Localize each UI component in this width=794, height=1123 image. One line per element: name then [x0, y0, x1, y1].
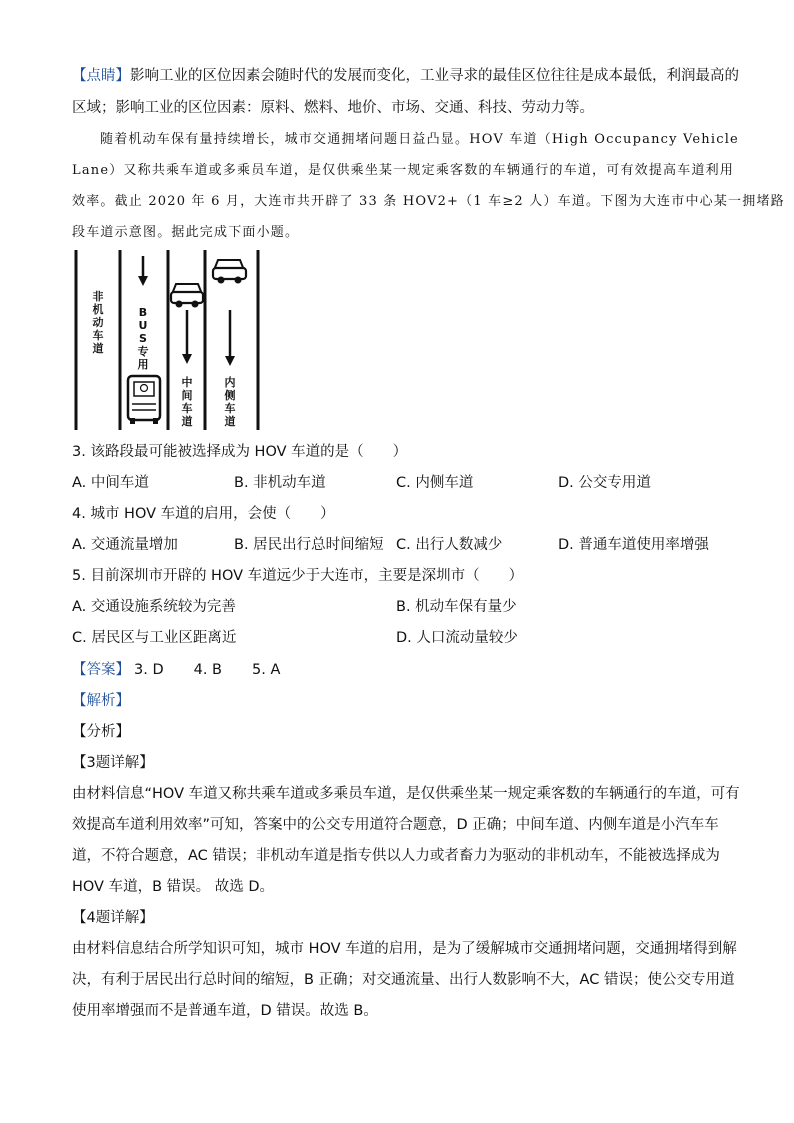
q3-option-d: D. 公交专用道: [558, 475, 651, 491]
q4-option-d: D. 普通车道使用率增强: [558, 537, 709, 553]
q4-detail-line-1: 由材料信息结合所学知识可知，城市 HOV 车道的启用，是为了缓解城市交通拥堵问题，交通拥堵得到解: [72, 941, 737, 957]
question-3-stem: 3. 该路段最可能被选择成为 HOV 车道的是（ ）: [72, 444, 408, 460]
q4-option-b: B. 居民出行总时间缩短: [234, 537, 384, 553]
q5-option-b: B. 机动车保有量少: [396, 599, 517, 615]
q4-detail-tag: 【4题详解】: [72, 910, 154, 926]
q3-detail-line-1: 由材料信息“HOV 车道又称共乘车道或多乘员车道，是仅供乘坐某一规定乘客数的车辆通行的车道，可有: [72, 786, 740, 802]
lane-label-nonmotor: 非机动车道: [92, 290, 104, 355]
q4-detail-line-2: 决，有利于居民出行总时间的缩短，B 正确；对交通流量、出行人数影响不大，AC 错误；使公交专用道: [72, 972, 735, 988]
lane-label-middle: 中间车道: [181, 376, 193, 428]
material-line-2: Lane）又称共乘车道或多乘员车道，是仅供乘坐某一规定乘客数的车辆通行的车道，可有效提高车道利用: [72, 163, 735, 178]
answer-line: [72, 660, 280, 680]
bus-icon: [128, 376, 160, 424]
inner-lane-car-icon: [213, 260, 246, 284]
q5-option-a: A. 交通设施系统较为完善: [72, 599, 236, 615]
answer-tag: 【答案】: [72, 662, 130, 678]
q3-option-b: B. 非机动车道: [234, 475, 326, 491]
q3-detail-tag: 【3题详解】: [72, 755, 154, 771]
answer-3: 3. D: [134, 662, 164, 678]
question-4-stem: 4. 城市 HOV 车道的启用，会使（ ）: [72, 506, 335, 522]
jiexi-tag: 【解析】: [72, 693, 130, 709]
q5-option-c: C. 居民区与工业区距离近: [72, 630, 237, 646]
q4-detail-line-3: 使用率增强而不是普通车道，D 错误。故选 B。: [72, 1003, 378, 1019]
q5-option-d: D. 人口流动量较少: [396, 630, 518, 646]
lane-diagram: [72, 248, 272, 432]
material-line-3: 效率。截止 2020 年 6 月，大连市共开辟了 33 条 HOV2+（1 车≥2 人）车道。下图为大连市中心某一拥堵路: [72, 194, 785, 209]
inner-lane-arrowhead: [225, 356, 235, 366]
q4-option-c: C. 出行人数减少: [396, 537, 503, 553]
material-line-4: 段车道示意图。据此完成下面小题。: [72, 225, 300, 240]
dianjing-line-1: [72, 66, 739, 86]
q3-option-c: C. 内侧车道: [396, 475, 474, 491]
answer-5: 5. A: [252, 662, 281, 678]
q3-detail-line-4: HOV 车道，B 错误。 故选 D。: [72, 879, 275, 895]
dianjing-text-1: 影响工业的区位因素会随时代的发展而变化，工业寻求的最佳区位往往是成本最低，利润最高的: [130, 68, 739, 84]
bus-lane-arrowhead: [138, 276, 148, 286]
middle-lane-arrowhead: [182, 354, 192, 364]
question-5-stem: 5. 目前深圳市开辟的 HOV 车道远少于大连市，主要是深圳市（ ）: [72, 568, 524, 584]
fenxi-tag: 【分析】: [72, 724, 130, 740]
q3-detail-line-3: 道，不符合题意，AC 错误；非机动车道是指专供以人力或者畜力为驱动的非机动车，不能被选择成为: [72, 848, 720, 864]
dianjing-tag: 【点睛】: [72, 68, 130, 84]
q4-option-a: A. 交通流量增加: [72, 537, 178, 553]
dianjing-line-2: 区域；影响工业的区位因素：原料、燃料、地价、市场、交通、科技、劳动力等。: [72, 100, 594, 116]
lane-label-bus: BUS专用: [137, 306, 149, 371]
answer-4: 4. B: [193, 662, 223, 678]
middle-lane-car-icon: [171, 284, 203, 308]
lane-label-inner: 内侧车道: [224, 376, 236, 428]
q3-option-a: A. 中间车道: [72, 475, 149, 491]
q3-detail-line-2: 效提高车道利用效率”可知，答案中的公交专用道符合题意，D 正确；中间车道、内侧车道是小汽车车: [72, 817, 719, 833]
material-line-1: 随着机动车保有量持续增长，城市交通拥堵问题日益凸显。HOV 车道（High Occupancy Vehicle: [100, 132, 739, 147]
